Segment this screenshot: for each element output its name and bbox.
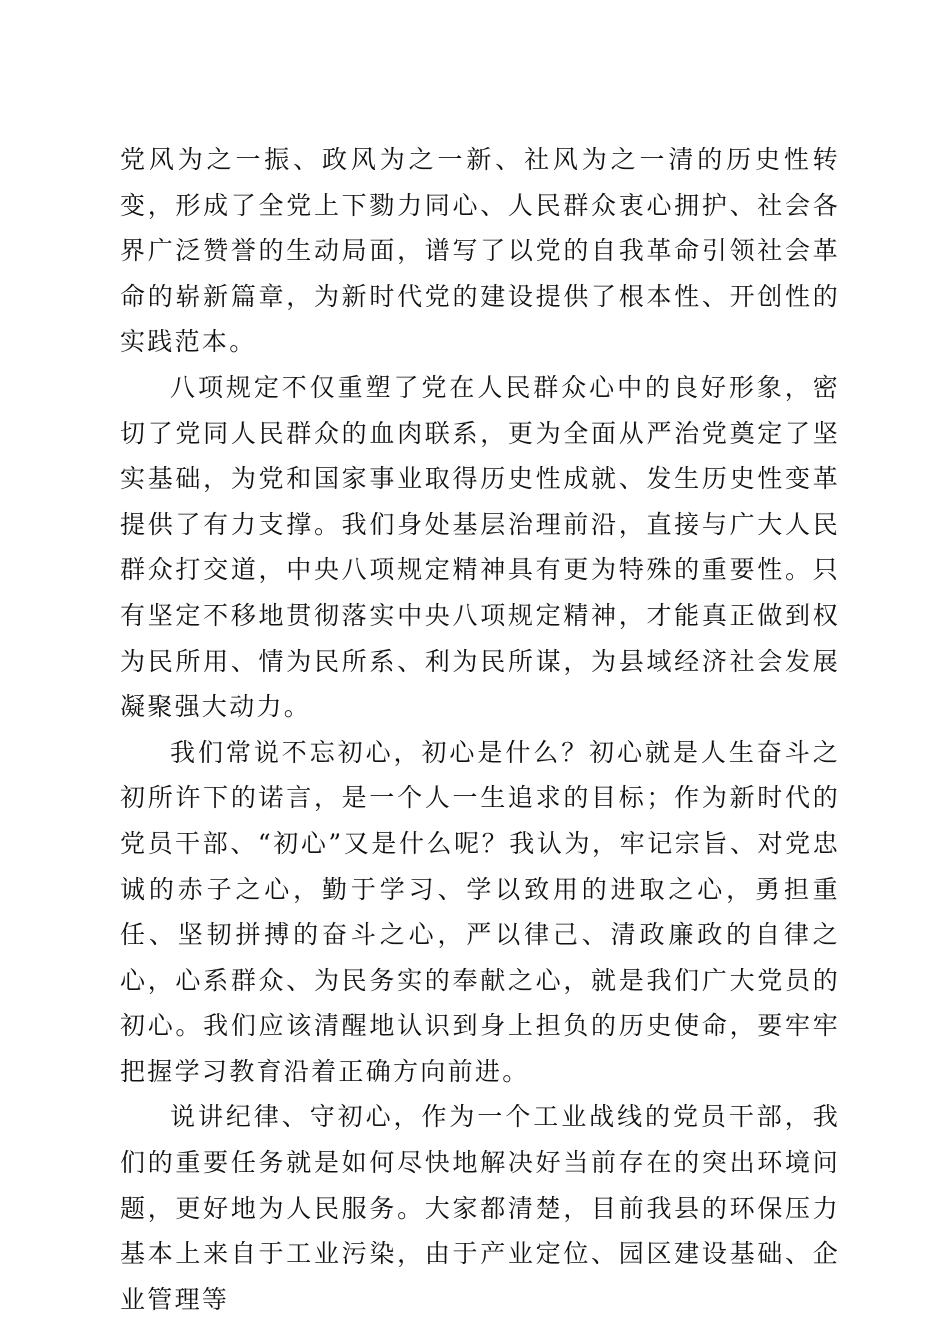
paragraph-3: 我们常说不忘初心，初心是什么？初心就是人生奋斗之初所许下的诺言，是一个人一生追求的目标；作为新时代的党员干部、“初心”又是什么呢？我认为，牢记宗旨、对党忠诚的赤子之心，勤于学习、学以致用的进取之心，勇担重任、坚韧拼搏的奋斗之心，严以律己、清政廉政的自律之心，心系群众、为民务实的奉献之心，就是我们广大党员的初心。我们应该清醒地认识到身上担负的历史使命，要牢牢把握学习教育沿着正确方向前进。: [120, 737, 840, 1086]
paragraph-1: 党风为之一振、政风为之一新、社风为之一清的历史性转变，形成了全党上下勠力同心、人民群众衷心拥护、社会各界广泛赞誉的生动局面，谱写了以党的自我革命引领社会革命的崭新篇章，为新时代党的建设提供了根本性、开创性的实践范本。: [120, 145, 840, 357]
paragraph-2: 八项规定不仅重塑了党在人民群众心中的良好形象，密切了党同人民群众的血肉联系，更为全面从严治党奠定了坚实基础，为党和国家事业取得历史性成就、发生历史性变革提供了有力支撑。我们身处基层治理前沿，直接与广大人民群众打交道，中央八项规定精神具有更为特殊的重要性。只有坚定不移地贯彻落实中央八项规定精神，才能真正做到权为民所用、情为民所系、利为民所谋，为县域经济社会发展凝聚强大动力。: [120, 372, 840, 722]
document-body: [120, 137, 840, 1322]
paragraph-4: 说讲纪律、守初心，作为一个工业战线的党员干部，我们的重要任务就是如何尽快地解决好当前存在的突出环境问题，更好地为人民服务。大家都清楚，目前我县的环保压力基本上来自于工业污染，由于产业定位、园区建设基础、企业管理等: [120, 1102, 840, 1314]
